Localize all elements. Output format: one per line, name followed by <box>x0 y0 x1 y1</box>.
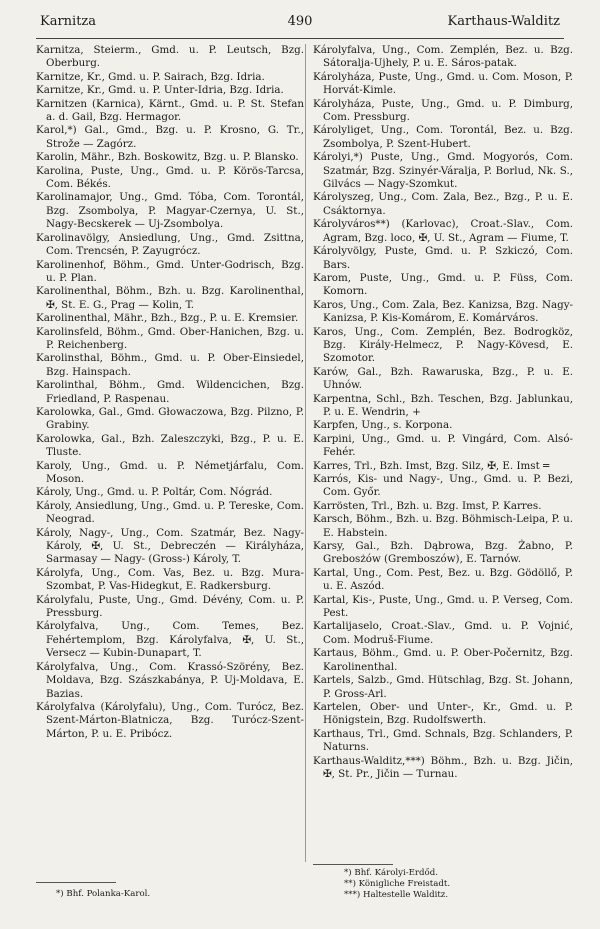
gazetteer-entry: Karos, Ung., Com. Zala, Bez. Kanizsa, Bzg. Nagy-Kanizsa, P. Kis-Komárom, E. Komárváros. <box>313 298 573 325</box>
gazetteer-entry: Karos, Ung., Com. Zemplén, Bez. Bodrogköz, Bzg. Király-Helmecz, P. Nagy-Kövesd, E. Szomotor. <box>313 325 573 365</box>
footnote: *) Bhf. Károlyi-Erdőd. <box>344 868 438 878</box>
column-divider <box>305 44 306 862</box>
gazetteer-entry: Karthaus, Trl., Gmd. Schnals, Bzg. Schlanders, P. Naturns. <box>313 727 573 754</box>
gazetteer-entry: Károlyszeg, Ung., Com. Zala, Bez., Bzg., P. u. E. Csáktornya. <box>313 191 573 217</box>
footnotes-left <box>56 889 296 900</box>
gazetteer-entry: Kartelen, Ober- und Unter-, Kr., Gmd. u. P. Hönigstein, Bzg. Rudolfswerth. <box>313 700 573 727</box>
gazetteer-entry: Karolinenthal, Mähr., Bzh., Bzg., P. u. E. Kremsier. <box>36 312 299 325</box>
gazetteer-entry: Karsy, Gal., Bzh. Dąbrowa, Bzg. Żabno, P. Grebosżów (Gremboszów), E. Tarnów. <box>313 540 573 566</box>
gazetteer-entry: Karolowka, Gal., Bzh. Zaleszczyki, Bzg., P. u. E. Tluste. <box>36 432 304 459</box>
footnote: **) Königliche Freistadt. <box>344 879 451 889</box>
footnotes-right <box>344 868 564 901</box>
gazetteer-entry: Károlyfalu, Puste, Ung., Gmd. Dévény, Com. u. P. Pressburg. <box>36 593 304 620</box>
gazetteer-entry: Karolin, Mähr., Bzh. Boskowitz, Bzg. u. P. Blansko. <box>36 151 299 164</box>
running-header <box>40 14 560 34</box>
gazetteer-entry: Karolinamajor, Ung., Gmd. Tóba, Com. Torontál, Bzg. Zsombolya, P. Magyar-Czernya, U. St., Nagy-Becskerek — Uj-Zsombolya. <box>36 191 304 231</box>
gazetteer-entry: Karolinenhof, Böhm., Gmd. Unter-Godrisch, Bzg. u. P. Plan. <box>36 258 304 284</box>
gazetteer-entry: Károlyháza, Puste, Ung., Gmd. u. Com. Moson, P. Horvát-Kimle. <box>313 70 573 97</box>
gazetteer-entry: Kartels, Salzb., Gmd. Hütschlag, Bzg. St. Johann, P. Gross-Arl. <box>313 674 573 700</box>
header-right-term: Karthaus-Walditz <box>447 14 560 29</box>
gazetteer-entry: Karolinsfeld, Böhm., Gmd. Ober-Hanichen, Bzg. u. P. Reichenberg. <box>36 325 304 351</box>
header-left-term: Karnitza <box>40 14 97 29</box>
gazetteer-entry: Karów, Gal., Bzh. Rawaruska, Bzg., P. u. E. Uhnów. <box>313 365 573 392</box>
gazetteer-entry: Karolina, Puste, Ung., Gmd. u. P. Körös-Tarcsa, Com. Békés. <box>36 164 304 191</box>
gazetteer-entry: Karolinthal, Böhm., Gmd. Wildencichen, Bzg. Friedland, P. Raspenau. <box>36 379 304 405</box>
page-number: 490 <box>287 14 313 29</box>
gazetteer-entry: Károlyi,*) Puste, Ung., Gmd. Mogyorós, Com. Szatmár, Bzg. Szinyér-Váralja, P. Borlud, Nk. S., Gilvács — Nagy-Szomkut. <box>313 151 573 191</box>
gazetteer-entry: Károlyfalva, Ung., Com. Temes, Bez. Fehértemplom, Bzg. Károlyfalva, ✠, U. St., Versecz — Kubin-Dunapart, T. <box>36 620 304 660</box>
gazetteer-entry: Karoly, Ung., Gmd. u. P. Németjárfalu, Com. Moson. <box>36 459 304 485</box>
gazetteer-entry: Károly, Ung., Gmd. u. P. Poltár, Com. Nógrád. <box>36 486 273 499</box>
gazetteer-entry: Kartaus, Böhm., Gmd. u. P. Ober-Počernitz, Bzg. Karolinenthal. <box>313 647 573 673</box>
gazetteer-entry: Karpini, Ung., Gmd. u. P. Vingárd, Com. Alsó-Fehér. <box>313 432 573 459</box>
gazetteer-entry: Károlyliget, Ung., Com. Torontál, Bez. u. Bzg. Zsombolya, P. Szent-Hubert. <box>313 124 573 150</box>
gazetteer-entry: Karnitza, Steierm., Gmd. u. P. Leutsch, Bzg. Oberburg. <box>36 44 304 70</box>
right-column <box>313 44 573 781</box>
gazetteer-entry: Károlyfalva, Ung., Com. Zemplén, Bez. u. Bzg. Sátoralja-Ujhely, P. u. E. Sáros-patak. <box>313 44 573 70</box>
gazetteer-entry: Karsch, Böhm., Bzh. u. Bzg. Böhmisch-Leipa, P. u. E. Habstein. <box>313 513 573 539</box>
gazetteer-entry: Kartalijaselo, Croat.-Slav., Gmd. u. P. Vojnić, Com. Modruš-Fiume. <box>313 620 573 646</box>
gazetteer-entry: Karol,*) Gal., Gmd., Bzg. u. P. Krosno, G. Tr., Strože — Zagórz. <box>36 124 304 150</box>
gazetteer-entry: Karpentna, Schl., Bzh. Teschen, Bzg. Jablunkau, P. u. E. Wendrin, + <box>313 392 573 418</box>
gazetteer-entry: Károlyháza, Puste, Ung., Gmd. u. P. Dimburg, Com. Pressburg. <box>313 97 573 124</box>
gazetteer-entry: Kartal, Ung., Com. Pest, Bez. u. Bzg. Gödöllő, P. u. E. Aszód. <box>313 566 573 593</box>
gazetteer-entry: Karnitze, Kr., Gmd. u. P. Unter-Idria, Bzg. Idria. <box>36 84 284 97</box>
footnote: *) Bhf. Polanka-Karol. <box>56 889 151 899</box>
footnote: ***) Haltestelle Walditz. <box>344 890 449 900</box>
gazetteer-entry: Karolinavölgy, Ansiedlung, Ung., Gmd. Zsittna, Com. Trencsén, P. Zayugrócz. <box>36 231 304 258</box>
gazetteer-entry: Károlyfa, Ung., Com. Vas, Bez. u. Bzg. Mura-Szombat, P. Vas-Hidegkut, E. Radkersburg. <box>36 566 304 593</box>
gazetteer-entry: Károly, Nagy-, Ung., Com. Szatmár, Bez. Nagy-Károly, ✠, U. St., Debreczén — Királyháza, Sarmasay — Nagy- (Gross-) Károly, T. <box>36 526 304 566</box>
left-column <box>36 44 304 741</box>
gazetteer-entry: Karom, Puste, Ung., Gmd. u. P. Füss, Com. Komorn. <box>313 271 573 298</box>
header-rule <box>36 38 564 39</box>
gazetteer-entry: Karthaus-Walditz,***) Böhm., Bzh. u. Bzg. Jičin, ✠, St. Pr., Jičin — Turnau. <box>313 754 573 780</box>
gazetteer-entry: Karnitzen (Karnica), Kärnt., Gmd. u. P. St. Stefan a. d. Gail, Bzg. Hermagor. <box>36 97 304 124</box>
gazetteer-entry: Karolowka, Gal., Gmd. Głowaczowa, Bzg. Pilzno, P. Grabiny. <box>36 405 304 432</box>
footnote-rule-right <box>313 864 393 865</box>
gazetteer-entry: Károlyfalva, Ung., Com. Krassó-Szörény, Bez. Moldava, Bzg. Szászkabánya, P. Uj-Moldava, E. Bazias. <box>36 660 304 700</box>
gazetteer-entry: Karres, Trl., Bzh. Imst, Bzg. Silz, ✠, E. Imst ═ <box>313 459 550 472</box>
gazetteer-entry: Karrós, Kis- und Nagy-, Ung., Gmd. u. P. Bezi, Com. Győr. <box>313 473 573 499</box>
gazetteer-entry: Károlyfalva (Károlyfalu), Ung., Com. Turócz, Bez. Szent-Márton-Blatnicza, Bzg. Turócz-Szent-Márton, P. u. E. Pribócz. <box>36 700 304 740</box>
gazetteer-entry: Karpfen, Ung., s. Korpona. <box>313 419 453 432</box>
gazetteer-entry: Karnitze, Kr., Gmd. u. P. Sairach, Bzg. Idria. <box>36 70 265 83</box>
gazetteer-entry: Karolinenthal, Böhm., Bzh. u. Bzg. Karolinenthal, ✠, St. E. G., Prag — Kolin, T. <box>36 285 304 311</box>
gazetteer-entry: Károlyvölgy, Puste, Gmd. u. P. Szkiczó, Com. Bars. <box>313 245 573 271</box>
gazetteer-entry: Karolinsthal, Böhm., Gmd. u. P. Ober-Einsiedel, Bzg. Hainspach. <box>36 352 304 378</box>
gazetteer-entry: Karrösten, Trl., Bzh. u. Bzg. Imst, P. Karres. <box>313 499 542 512</box>
gazetteer-entry: Károly, Ansiedlung, Ung., Gmd. u. P. Tereske, Com. Neograd. <box>36 499 304 526</box>
gazetteer-entry: Károlyváros**) (Karlovac), Croat.-Slav., Com. Agram, Bzg. loco, ✠, U. St., Agram — Fiume, T. <box>313 218 573 244</box>
footnote-rule-left <box>36 882 116 883</box>
gazetteer-entry: Kartal, Kis-, Puste, Ung., Gmd. u. P. Verseg, Com. Pest. <box>313 593 573 620</box>
